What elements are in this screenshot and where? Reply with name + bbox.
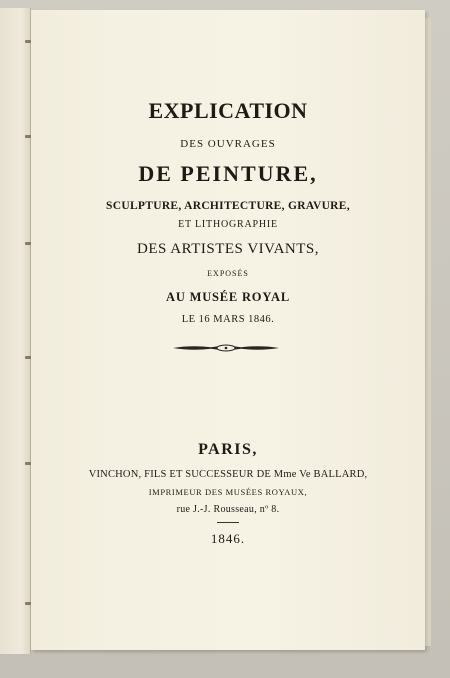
subtitle-exposes: EXPOSÉS [207, 269, 249, 278]
ornament-icon [171, 342, 281, 354]
subtitle-ouvrages: DES OUVRAGES [180, 138, 276, 150]
subtitle-sculpture: SCULPTURE, ARCHITECTURE, GRAVURE, [106, 200, 350, 212]
page-block-edge [425, 18, 431, 646]
facing-page-edge [0, 8, 31, 654]
imprint-address: rue J.-J. Rousseau, nº 8. [176, 504, 280, 515]
subtitle-musee: AU MUSÉE ROYAL [166, 290, 290, 304]
subtitle-peinture: DE PEINTURE, [138, 161, 318, 186]
imprint-year: 1846. [210, 531, 246, 546]
imprint-publisher: VINCHON, FILS ET SUCCESSEUR DE Mme Ve BALLARD, [88, 469, 368, 480]
imprint-city: PARIS, [198, 441, 258, 458]
subtitle-lithographie: ET LITHOGRAPHIE [178, 219, 278, 230]
imprint-printer: IMPRIMEUR DES MUSÉES ROYAUX, [148, 487, 308, 497]
imprint-rule [217, 522, 239, 523]
main-title: EXPLICATION [148, 98, 308, 123]
subtitle-artistes: DES ARTISTES VIVANTS, [137, 241, 319, 257]
title-page [31, 10, 425, 650]
exhibition-date: LE 16 MARS 1846. [181, 314, 275, 325]
